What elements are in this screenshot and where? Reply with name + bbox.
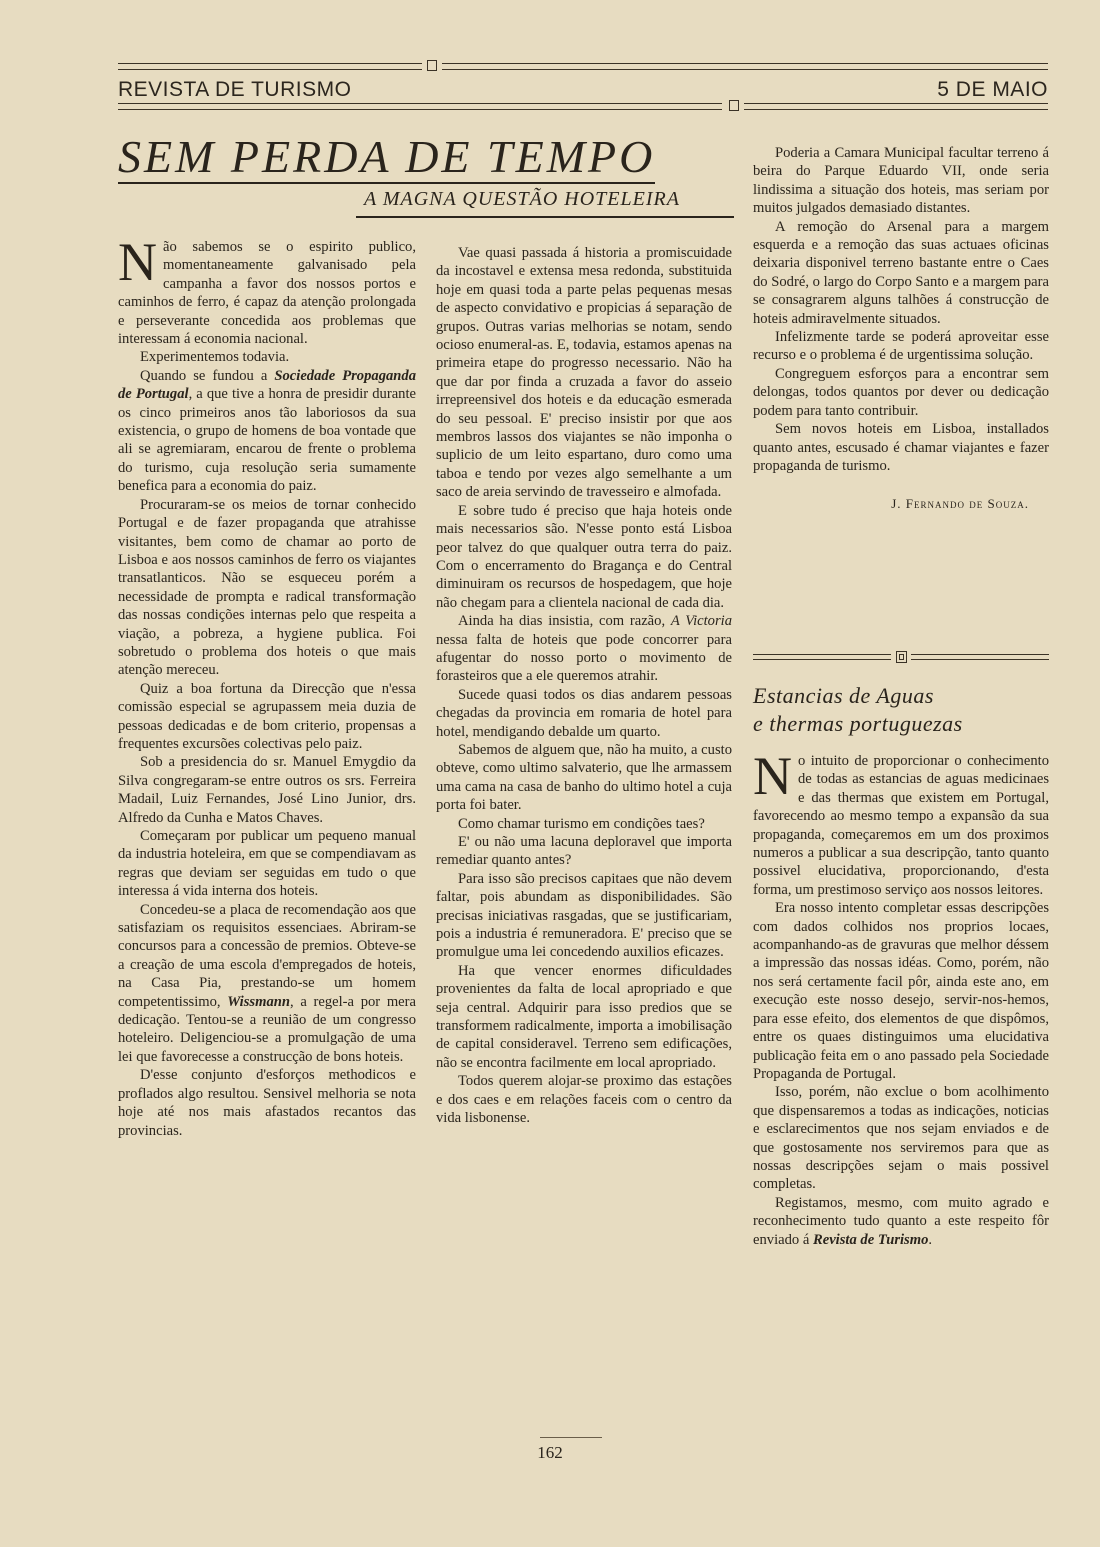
section-divider: [753, 652, 1049, 662]
paragraph: E sobre tudo é preciso que haja hoteis onde mais necessarios são. N'esse ponto está Lisboa peor talvez do que qualquer outra terra do paiz. Com o encerramento do Bragança e do Central diminuiram os recursos de hospedagem, que hoje não chegam para a clientela nacional de cada dia.: [436, 502, 732, 611]
page-number-rule: [540, 1437, 602, 1438]
header-date: 5 DE MAIO: [937, 78, 1048, 101]
author-signature: J. Fernando de Souza.: [891, 496, 1029, 512]
section-title: Estancias de Aguas e thermas portuguezas: [753, 683, 963, 736]
paragraph: Todos querem alojar-se proximo das estações e dos caes e em relações faceis com o centro da vida lisbonense.: [436, 1073, 732, 1127]
paragraph: Vae quasi passada á historia a promiscuidade da incostavel e extensa mesa redonda, substituida hoje em quasi toda a parte pelas pequenas mesas de aspecto convidativo e propicias á separação de grupos. Outras varias melhorias se notam, sendo ocioso enumeral-as. E, todavia, estamos apenas na primeira etape do progresso necessario. Não ha que dar por finda a cruzada a favor do asseio irrepreensivel dos hoteis e da educação esmerada do seu pessoal. E' preciso insistir por que aos membros lassos dos viajantes se não imponha o suplicio de um leito espartano, duro como uma taboa e tendo por vezes algo semelhante a um saco de areia servindo de travesseiro e almofada.: [436, 245, 732, 501]
paragraph: A remoção do Arsenal para a margem esquerda e a remoção das suas actuaes oficinas deixaria disponivel terreno bastante entre o Caes do Sodré, o largo do Corpo Santo e a margem para se consagrarem alguns talhões á construcção de hoteis admiravelmente situados.: [753, 218, 1049, 327]
page-number: 162: [537, 1443, 563, 1462]
section-body: [753, 746, 1049, 1249]
column-3: [753, 144, 1049, 514]
paragraph: Procuraram-se os meios de tornar conhecido Portugal e de fazer propaganda que atrahisse visitantes, bem como de chamar ao porto de Lisboa e aos nossos caminhos de ferro os viajantes transatlanticos. Não se esqueceu porém a necessidade de prompta e radical transformação das nossas condições internas pelo que respeita a viação, a pobreza, a hygiene publica. Foi sobretudo o problema dos hoteis o que mais atenção mereceu.: [118, 496, 416, 679]
paragraph: Quiz a boa fortuna da Direcção que n'essa comissão especial se agrupassem meia duzia de pessoas dedicadas e de bom criterio, propensas a frequentes excursões colectivas pelo paiz.: [118, 680, 416, 752]
paragraph: Infelizmente tarde se poderá aproveitar esse recurso e o problema é de urgentissima solução.: [753, 329, 1049, 364]
paragraph: Poderia a Camara Municipal facultar terreno á beira do Parque Eduardo VII, onde seria lindissima a situação dos hoteis, mas seriam por muitos julgados demasiado distantes.: [753, 145, 1049, 217]
drop-cap: N: [118, 232, 157, 292]
paragraph: Registamos, mesmo, com muito agrado e reconhecimento tudo quanto a este respeito fôr enviado á Revista de Turismo.: [753, 1194, 1049, 1248]
article-title: SEM PERDA DE TEMPO: [118, 131, 656, 182]
paragraph: Para isso são precisos capitaes que não devem faltar, pois abundam as disponibilidades. São precisas iniciativas rasgadas, que se justificariam, pois a industria é remuneradora. E' preciso que se promulgue uma lei concedendo auxilios eficazes.: [436, 870, 732, 961]
paragraph: Isso, porém, não exclue o bom acolhimento que dispensaremos a todas as indicações, noticias e esclarecimentos que nos sejam enviados e de que gostosamente nos serviremos para que as nossas descripções sejam o mais possivel completas.: [753, 1084, 1049, 1193]
paragraph: Ainda ha dias insistia, com razão, A Victoria nessa falta de hoteis que pode concorrer para afugentar do nosso porto o movimento de forasteiros que a ele queremos atrahir.: [436, 613, 732, 685]
article-subtitle: A MAGNA QUESTÃO HOTELEIRA: [364, 188, 680, 210]
column-2: [436, 244, 732, 1128]
paragraph: E' ou não uma lacuna deploravel que importa remediar quanto antes?: [436, 834, 732, 869]
paragraph: Começaram por publicar um pequeno manual da industria hoteleira, em que se compendiavam as regras que deviam ser seguidas em tudo o que interessa á vida interna dos hoteis.: [118, 828, 416, 900]
paragraph: Sem novos hoteis em Lisboa, installados quanto antes, escusado é chamar viajantes e fazer propaganda de turismo.: [753, 421, 1049, 474]
subtitle-underline: [356, 216, 734, 218]
paragraph: Concedeu-se a placa de recomendação aos que satisfaziam os requisitos essenciaes. Abriram-se concursos para a concessão de premios. Obteve-se a creação de uma escola d'empregados de hoteis, na Casa Pia, prestando-se um homem competentissimo, Wissmann, a regel-a por mera dedicação. Tentou-se a reunião de um congresso hoteleiro. Deligenciou-se a promulgação de uma lei que favorecesse a construcção de bons hoteis.: [118, 901, 417, 1065]
drop-cap: N: [753, 746, 792, 806]
paragraph: Sob a presidencia do sr. Manuel Emygdio da Silva congregaram-se entre outros os srs. Ferreira Madail, Luiz Fernandes, José Lino Junior, drs. Alfredo da Cunha e Matos Chaves.: [118, 754, 416, 826]
paragraph: Era nosso intento completar essas descripções com dados colhidos nos proprios locaes, acompanhando-as de gravuras que melhor déssem a impressão das nossas idéas. Como, porém, não nos será certamente facil pôr, ainda este ano, em execução este nosso desejo, servir-nos-hemos, para esse efeito, dos elementos de que dispômos, entre os quaes distinguimos uma elucidativa publicação feita em o ano passado pela Sociedade Propaganda de Portugal.: [753, 900, 1049, 1082]
paragraph: Ha que vencer enormes dificuldades provenientes da falta de local apropriado e que seja central. Adquirir para isso predios que se transformem radicalmente, importa a imobilisação de capital consideravel. Terreno sem edificações, não se encontra facilmente em local apropriado.: [436, 962, 732, 1071]
paragraph: Sucede quasi todos os dias andarem pessoas chegadas da provincia em romaria de hotel para hotel, mendigando debalde um quarto.: [436, 686, 732, 740]
column-1: [118, 232, 417, 1140]
paragraph: Sabemos de alguem que, não ha muito, a custo obteve, como ultimo salvaterio, que lhe armassem uma cama na casa de banho do ultimo hotel a cuja porta foi bater.: [436, 741, 732, 814]
paragraph: No intuito de proporcionar o conhecimento de todas as estancias de aguas medicinaes e das thermas que existem em Portugal, favorecendo ao mesmo tempo a expansão da sua propaganda, começaremos em um dos proximos numeros a publicar a sua descripção, tanto quanto possivel elucidativa, proporcionando, d'esta forma, um prestimoso serviço aos nossos leitores.: [753, 746, 1049, 898]
paragraph: Congreguem esforços para a encontrar sem delongas, todos quantos por dever ou dedicação podem para tanto contribuir.: [753, 365, 1049, 419]
paragraph: Não sabemos se o espirito publico, momentaneamente galvanisado pela campanha a favor dos nossos portos e caminhos de ferro, é capaz da atenção prolongada e perseverante concedida aos problemas que interessam á economia nacional.: [118, 232, 416, 348]
header-magazine-name: REVISTA DE TURISMO: [118, 78, 352, 101]
header-top-rule: [118, 63, 1048, 71]
paragraph: D'esse conjunto d'esforços methodicos e proflados algo resultou. Sensivel melhoria se nota hoje até nos mais afastados recantos das provincias.: [118, 1067, 416, 1139]
header-bottom-rule: [118, 103, 1048, 111]
paragraph: Quando se fundou a Sociedade Propaganda de Portugal, a que tive a honra de presidir durante os cinco primeiros anos tão laboriosos da sua existencia, o grupo de homens de boa vontade que ali se agremiaram, encarou de frente o problema do turismo, cuja resolução seria sumamente benefica para a economia do paiz.: [118, 367, 416, 495]
paragraph: Experimentemos todavia.: [140, 349, 290, 366]
paragraph: Como chamar turismo em condições taes?: [458, 815, 705, 832]
